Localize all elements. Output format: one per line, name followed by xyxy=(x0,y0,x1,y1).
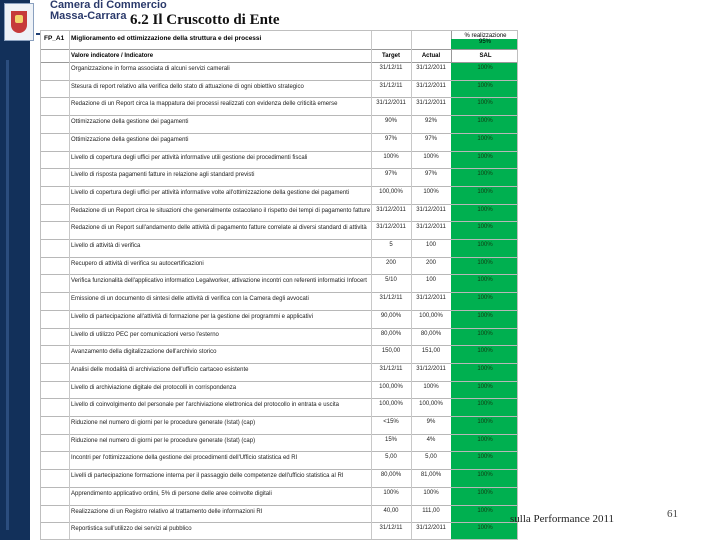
row-target: 97% xyxy=(384,171,397,178)
row-sal: 100% xyxy=(451,222,518,239)
row-actual: 31/12/2011 xyxy=(416,82,446,89)
row-sal: 100% xyxy=(451,293,518,310)
row-description: Organizzazione in forma associata di alcuni servizi camerali xyxy=(71,66,230,72)
row-target: 80,00% xyxy=(380,472,402,479)
row-actual: 100,00% xyxy=(419,312,443,319)
table-row xyxy=(41,346,518,364)
row-target: 100,00% xyxy=(379,188,403,195)
org-line-1: Camera di Commercio xyxy=(50,0,167,11)
row-sal: 100% xyxy=(451,382,518,399)
row-sal: 100% xyxy=(451,98,518,115)
table-row xyxy=(41,116,518,134)
slide-title: 6.2 Il Cruscotto di Ente xyxy=(130,12,280,28)
row-actual: 9% xyxy=(426,419,436,426)
row-description: Livelli di partecipazione formazione interna per il passaggio delle competenze dell'ufficio statistica al RI xyxy=(71,473,344,480)
table-row xyxy=(41,488,518,506)
row-description: Incontri per l'ottimizzazione della gestione dei procedimenti dell'Ufficio statistica ed RI xyxy=(71,455,298,462)
row-description: Livello di copertura degli uffici per attività informative utili gestione dei procedimenti fiscali xyxy=(71,154,308,161)
row-target: 97% xyxy=(384,135,397,142)
row-sal: 100% xyxy=(451,417,518,434)
row-sal: 100% xyxy=(451,506,518,523)
table-row xyxy=(41,134,518,152)
row-description: Redazione di un Report sull'andamento delle attività di pagamento fatture correlate ai diversi standard di attività xyxy=(71,225,367,232)
row-actual: 200 xyxy=(425,259,436,266)
row-description: Livello di utilizzo PEC per comunicazioni verso l'esterno xyxy=(71,331,219,338)
row-sal: 100% xyxy=(451,205,518,222)
row-description: Recupero di attività di verifica su autocertificazioni xyxy=(71,260,204,267)
row-target: 90% xyxy=(384,118,397,125)
row-description: Avanzamento della digitalizzazione dell'archivio storico xyxy=(71,349,217,356)
row-description: Ottimizzazione della gestione dei pagamenti xyxy=(71,119,189,126)
table-row xyxy=(41,417,518,435)
table-row xyxy=(41,399,518,417)
row-actual: 151,00 xyxy=(421,348,441,355)
row-description: Livello di copertura degli uffici per attività informative volte all'ottimizzazione della gestione dei pagamenti xyxy=(71,189,350,196)
row-sal: 100% xyxy=(451,311,518,328)
row-sal: 100% xyxy=(451,81,518,98)
row-target: 80,00% xyxy=(380,330,402,337)
row-target: 5,00 xyxy=(385,454,397,461)
row-sal: 100% xyxy=(451,152,518,169)
row-target: 40,00 xyxy=(383,507,399,514)
row-sal: 100% xyxy=(451,134,518,151)
table-row xyxy=(41,364,518,382)
sidebar-stripe xyxy=(6,60,9,530)
row-sal: 100% xyxy=(451,470,518,487)
row-target: 31/12/2011 xyxy=(376,100,406,107)
row-sal: 100% xyxy=(451,329,518,346)
row-target: 100% xyxy=(383,489,399,496)
row-target: 5/10 xyxy=(385,277,397,284)
row-sal: 100% xyxy=(451,399,518,416)
row-description: Livello di archiviazione digitale dei protocolli in corrispondenza xyxy=(71,384,237,391)
row-actual: 100% xyxy=(423,489,439,496)
row-description: Reportistica sull'utilizzo dei servizi al pubblico xyxy=(71,526,192,533)
row-sal: 100% xyxy=(451,452,518,469)
row-target: 31/12/11 xyxy=(379,365,403,372)
row-actual: 100,00% xyxy=(419,401,443,408)
row-actual: 92% xyxy=(424,118,437,125)
chamber-logo xyxy=(4,3,34,41)
row-target: 31/12/2011 xyxy=(376,206,406,213)
row-actual: 100 xyxy=(425,277,436,284)
row-description: Livello di risposta pagamenti fatture in relazione agli standard previsti xyxy=(71,172,255,179)
row-description: Redazione di un Report circa le situazioni che generalmente ostacolano il rispetto dei tempi di pagamento fatture xyxy=(71,207,371,214)
table-row xyxy=(41,293,518,311)
table-row xyxy=(41,81,518,99)
table-row xyxy=(41,222,518,240)
row-target: 150,00 xyxy=(381,348,401,355)
column-headers xyxy=(41,49,518,63)
row-description: Verifica funzionalità dell'applicativo informatico Legalworker, attivazione incontri con referenti informatici Infocert xyxy=(71,278,367,285)
row-actual: 97% xyxy=(424,135,437,142)
row-target: 100,00% xyxy=(379,383,403,390)
row-target: 100,00% xyxy=(379,401,403,408)
row-actual: 31/12/2011 xyxy=(416,206,446,213)
row-description: Riduzione nel numero di giorni per le procedure generate (Istat) (cap) xyxy=(71,437,256,444)
col-indicator-header: Valore indicatore / Indicatore xyxy=(71,53,154,59)
row-target: <15% xyxy=(383,419,399,426)
row-sal: 100% xyxy=(451,240,518,257)
row-sal: 100% xyxy=(451,346,518,363)
row-actual: 4% xyxy=(426,436,436,443)
row-actual: 31/12/2011 xyxy=(416,295,446,302)
table-row xyxy=(41,382,518,400)
percent-value: 95% xyxy=(451,39,518,51)
table-row xyxy=(41,98,518,116)
row-description: Realizzazione di un Registro relativo al trattamento delle informazioni RI xyxy=(71,508,263,515)
row-target: 31/12/11 xyxy=(379,525,403,532)
row-sal: 100% xyxy=(451,116,518,133)
row-target: 100% xyxy=(383,153,399,160)
row-actual: 5,00 xyxy=(425,454,437,461)
row-sal: 100% xyxy=(451,488,518,505)
section-header xyxy=(41,31,451,47)
row-description: Livello di attività di verifica xyxy=(71,243,141,250)
row-actual: 100% xyxy=(423,153,439,160)
row-description: Redazione di un Report circa la mappatura dei processi realizzati con evidenza delle criticità emerse xyxy=(71,101,338,108)
row-description: Emissione di un documento di sintesi delle attività di verifica con la Camera degli avvocati xyxy=(71,296,309,303)
table-row xyxy=(41,470,518,488)
left-sidebar-bar xyxy=(0,0,30,540)
row-sal: 100% xyxy=(451,435,518,452)
table-row xyxy=(41,258,518,276)
row-description: Apprendimento applicativo ordini, 5% di persone delle aree coinvolte digitali xyxy=(71,490,272,497)
row-sal: 100% xyxy=(451,523,518,540)
row-actual: 31/12/2011 xyxy=(416,65,446,71)
shield-icon xyxy=(11,11,27,33)
row-sal: 100% xyxy=(451,364,518,381)
page-number: 61 xyxy=(667,508,678,520)
col-sal-header: SAL xyxy=(451,50,518,62)
table-row xyxy=(41,240,518,258)
row-target: 31/12/11 xyxy=(379,295,403,302)
row-sal: 100% xyxy=(451,169,518,186)
row-sal: 100% xyxy=(451,63,518,80)
table-row xyxy=(41,452,518,470)
col-target-header: Target xyxy=(382,53,400,59)
table-row xyxy=(41,205,518,223)
row-actual: 81,00% xyxy=(420,472,442,479)
column-divider xyxy=(411,31,412,540)
row-actual: 100% xyxy=(423,383,439,390)
col-actual-header: Actual xyxy=(421,53,441,59)
table-row xyxy=(41,311,518,329)
section-id: FP_A1 xyxy=(44,35,65,42)
row-actual: 31/12/2011 xyxy=(416,100,446,107)
table-row xyxy=(41,523,518,540)
table-row xyxy=(41,329,518,347)
row-description: Stesura di report relativo alla verifica dello stato di attuazione di ogni obiettivo strategico xyxy=(71,83,304,90)
row-sal: 100% xyxy=(451,275,518,292)
row-target: 5 xyxy=(389,242,393,249)
row-description: Livello di partecipazione all'attività di formazione per la gestione dei programmi e applicativi xyxy=(71,313,313,320)
row-actual: 111,00 xyxy=(422,507,440,514)
row-actual: 31/12/2011 xyxy=(416,365,446,372)
table-row xyxy=(41,435,518,453)
column-divider xyxy=(69,31,70,540)
table-row xyxy=(41,506,518,524)
row-target: 90,00% xyxy=(380,312,402,319)
table-row xyxy=(41,152,518,170)
row-target: 15% xyxy=(384,436,397,443)
row-sal: 100% xyxy=(451,258,518,275)
row-description: Analisi delle modalità di archiviazione dell'ufficio cartaceo esistente xyxy=(71,366,249,373)
table-row xyxy=(41,169,518,187)
dashboard-table xyxy=(40,30,518,540)
row-description: Livello di coinvolgimento del personale per l'archiviazione elettronica del protocollo in entrata e uscita xyxy=(71,402,339,409)
table-row xyxy=(41,275,518,293)
row-actual: 100 xyxy=(425,242,436,249)
row-actual: 97% xyxy=(424,171,437,178)
table-row xyxy=(41,63,518,81)
row-target: 31/12/11 xyxy=(379,82,403,89)
row-actual: 31/12/2011 xyxy=(416,525,446,532)
row-target: 31/12/11 xyxy=(379,65,403,71)
row-actual: 100% xyxy=(423,188,439,195)
row-description: Ottimizzazione della gestione dei pagamenti xyxy=(71,136,189,143)
row-sal: 100% xyxy=(451,187,518,204)
row-target: 200 xyxy=(385,259,396,266)
table-row xyxy=(41,187,518,205)
org-line-2: Massa-Carrara xyxy=(50,10,127,22)
row-actual: 31/12/2011 xyxy=(416,224,446,231)
percent-header: % realizzazione xyxy=(451,31,518,49)
row-actual: 80,00% xyxy=(420,330,442,337)
column-divider xyxy=(371,31,372,540)
row-description: Riduzione nel numero di giorni per le procedure generate (Istat) (cap) xyxy=(71,420,256,427)
section-title: Miglioramento ed ottimizzazione della struttura e dei processi xyxy=(71,35,262,42)
row-target: 31/12/2011 xyxy=(376,224,406,231)
footer-text: sulla Performance 2011 xyxy=(510,513,615,525)
